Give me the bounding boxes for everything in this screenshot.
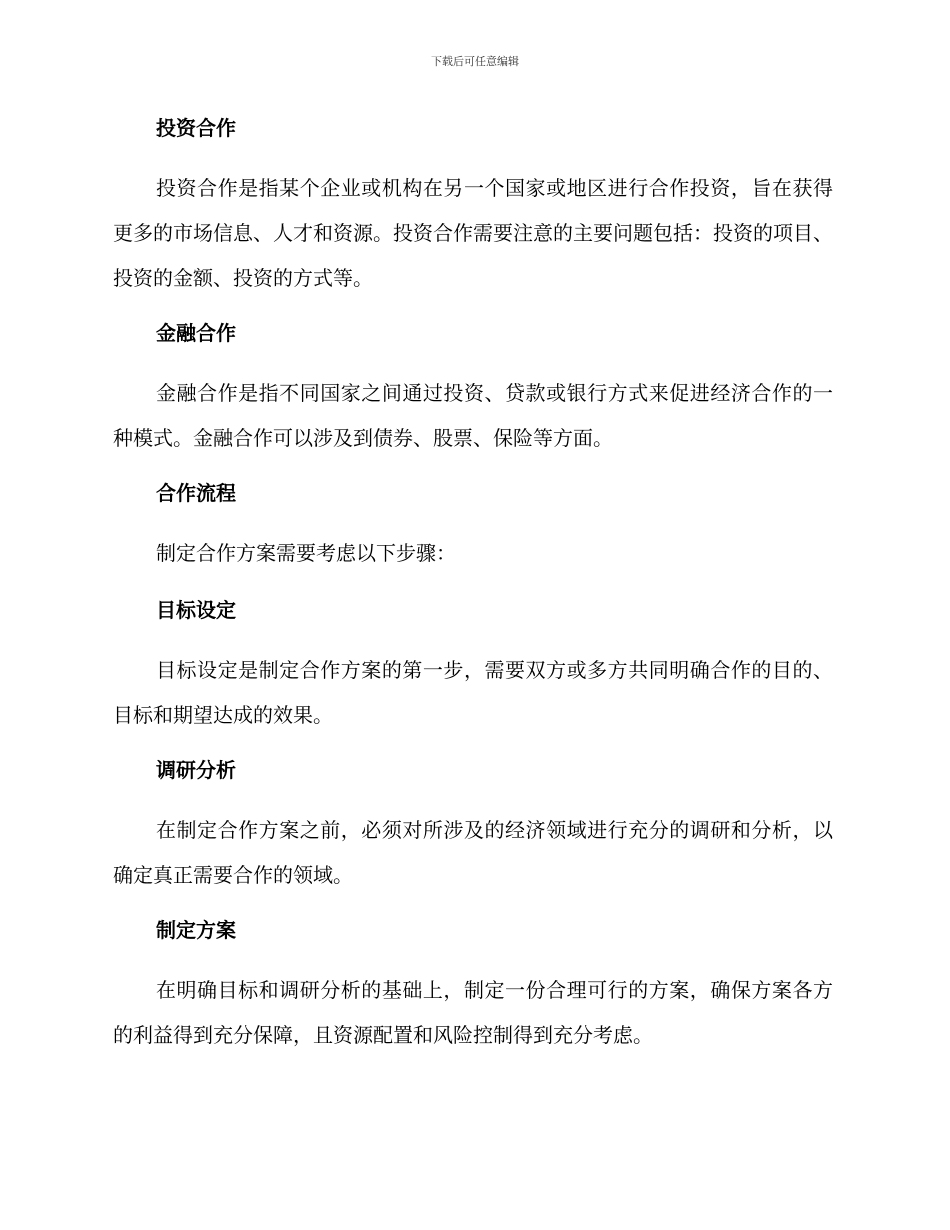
section-paragraph-finance: 金融合作是指不同国家之间通过投资、贷款或银行方式来促进经济合作的一种模式。金融合作可以涉及到债券、股票、保险等方面。 [113,381,833,450]
section-heading-research: 调研分析 [156,758,236,782]
section-heading-plan: 制定方案 [156,918,236,942]
section-paragraph-research: 在制定合作方案之前，必须对所涉及的经济领域进行充分的调研和分析，以确定真正需要合作的领域。 [113,818,833,887]
section-heading-finance: 金融合作 [156,321,236,345]
section-paragraph-goal-setting: 目标设定是制定合作方案的第一步，需要双方或多方共同明确合作的目的、目标和期望达成的效果。 [113,658,833,727]
page-header-note: 下载后可任意编辑 [431,55,519,68]
section-paragraph-plan: 在明确目标和调研分析的基础上，制定一份合理可行的方案，确保方案各方的利益得到充分保障，且资源配置和风险控制得到充分考虑。 [113,978,833,1047]
section-paragraph-process: 制定合作方案需要考虑以下步骤： [156,541,456,565]
document-body [113,110,833,1072]
section-heading-process: 合作流程 [156,481,236,505]
section-heading-goal-setting: 目标设定 [156,598,236,622]
section-paragraph-investment: 投资合作是指某个企业或机构在另一个国家或地区进行合作投资，旨在获得更多的市场信息、人才和资源。投资合作需要注意的主要问题包括：投资的项目、投资的金额、投资的方式等。 [113,176,833,290]
section-heading-investment: 投资合作 [156,116,236,140]
